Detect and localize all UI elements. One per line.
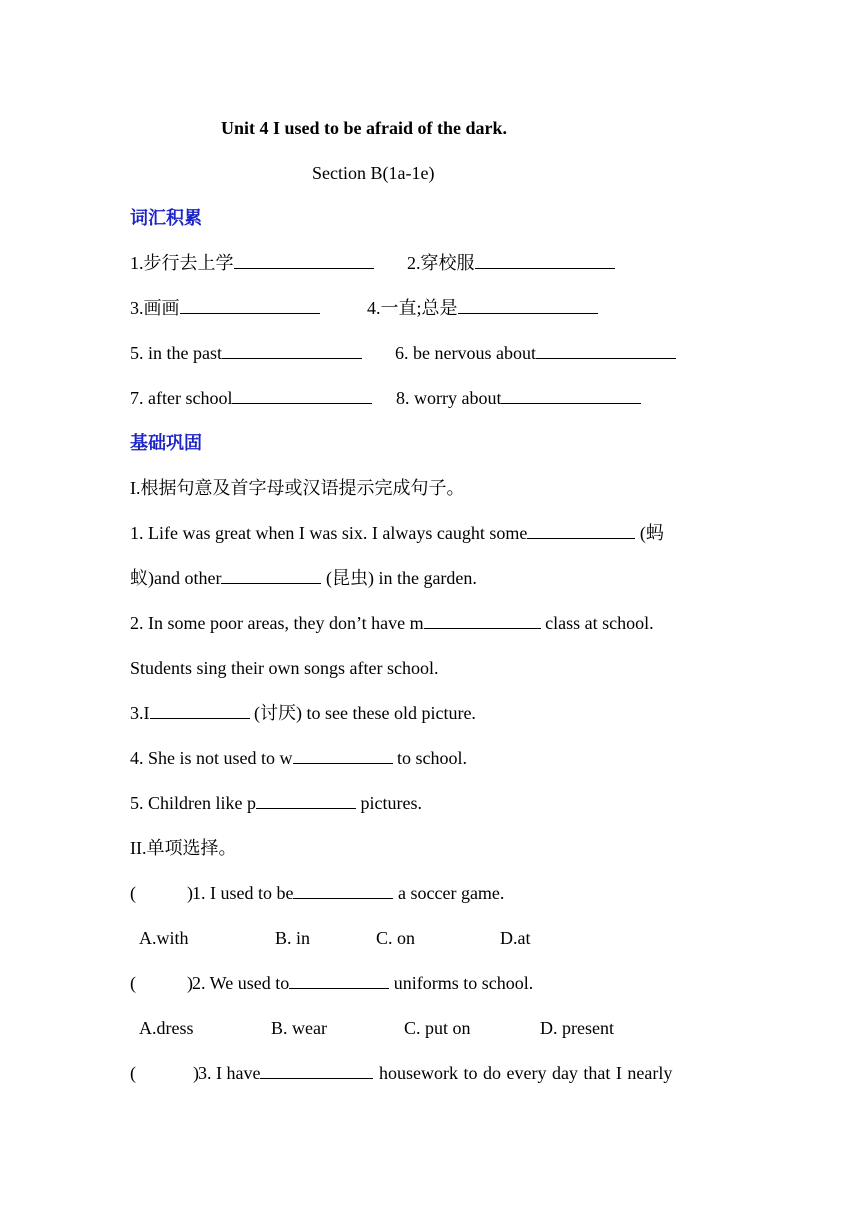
page-title: Unit 4 I used to be afraid of the dark. <box>221 118 508 138</box>
vocab-item-3: 3.画画 <box>130 297 320 319</box>
answer-blank[interactable] <box>424 612 541 629</box>
answer-blank[interactable] <box>222 342 362 359</box>
answer-blank[interactable] <box>234 252 374 269</box>
vocab-item-6: 6. be nervous about <box>395 342 676 364</box>
mc-option-d[interactable]: D. present <box>540 1018 614 1038</box>
answer-blank[interactable] <box>260 1062 373 1079</box>
part2-heading: II.单项选择。 <box>130 838 237 858</box>
vocab-item-4: 4.一直;总是 <box>367 297 598 319</box>
answer-blank[interactable] <box>232 387 372 404</box>
mc-option-c[interactable]: C. on <box>376 928 416 948</box>
mc-option-b[interactable]: B. wear <box>271 1018 327 1038</box>
question-2: 2. In some poor areas, they don’t have m class at school. <box>130 613 654 633</box>
basic-heading: 基础巩固 <box>130 433 202 453</box>
question-5: 5. Children like p pictures. <box>130 793 422 813</box>
answer-paren[interactable]: ( <box>130 1063 136 1083</box>
mc-question-2: ( ) 2. We used to uniforms to school. <box>130 973 534 993</box>
question-3: 3.I (讨厌) to see these old picture. <box>130 703 476 723</box>
page-subtitle: Section B(1a-1e) <box>312 163 435 183</box>
vocab-item-2: 2.穿校服 <box>407 252 615 274</box>
answer-blank[interactable] <box>150 702 250 719</box>
part1-heading: I.根据句意及首字母或汉语提示完成句子。 <box>130 478 465 498</box>
answer-blank[interactable] <box>458 297 598 314</box>
mc-option-c[interactable]: C. put on <box>404 1018 471 1038</box>
answer-blank[interactable] <box>527 522 635 539</box>
answer-blank[interactable] <box>536 342 676 359</box>
vocab-item-8: 8. worry about <box>396 387 641 409</box>
answer-paren[interactable]: ( <box>130 883 136 903</box>
vocab-item-1: 1.步行去上学 <box>130 252 374 274</box>
answer-blank[interactable] <box>289 972 389 989</box>
answer-blank[interactable] <box>293 747 393 764</box>
mc-option-a[interactable]: A.dress <box>139 1018 194 1038</box>
question-1-cont: 蚁)and other (昆虫) in the garden. <box>130 568 477 588</box>
mc-option-d[interactable]: D.at <box>500 928 531 948</box>
mc-option-a[interactable]: A.with <box>139 928 189 948</box>
answer-blank[interactable] <box>475 252 615 269</box>
vocab-item-7: 7. after school <box>130 387 372 409</box>
vocab-item-5: 5. in the past <box>130 342 362 364</box>
answer-blank[interactable] <box>221 567 321 584</box>
question-4: 4. She is not used to w to school. <box>130 748 468 768</box>
mc-question-3: ( ) 3. I have housework to do every day that I nearly <box>130 1063 673 1083</box>
answer-blank[interactable] <box>180 297 320 314</box>
question-1: 1. Life was great when I was six. I always caught some (蚂 <box>130 523 664 543</box>
answer-blank[interactable] <box>256 792 356 809</box>
vocab-heading: 词汇积累 <box>130 208 202 228</box>
answer-blank[interactable] <box>501 387 641 404</box>
mc-option-b[interactable]: B. in <box>275 928 311 948</box>
answer-blank[interactable] <box>293 882 393 899</box>
answer-paren[interactable]: ( <box>130 973 136 993</box>
question-2-cont: Students sing their own songs after school. <box>130 658 439 678</box>
mc-question-1: ( ) 1. I used to be a soccer game. <box>130 883 505 903</box>
